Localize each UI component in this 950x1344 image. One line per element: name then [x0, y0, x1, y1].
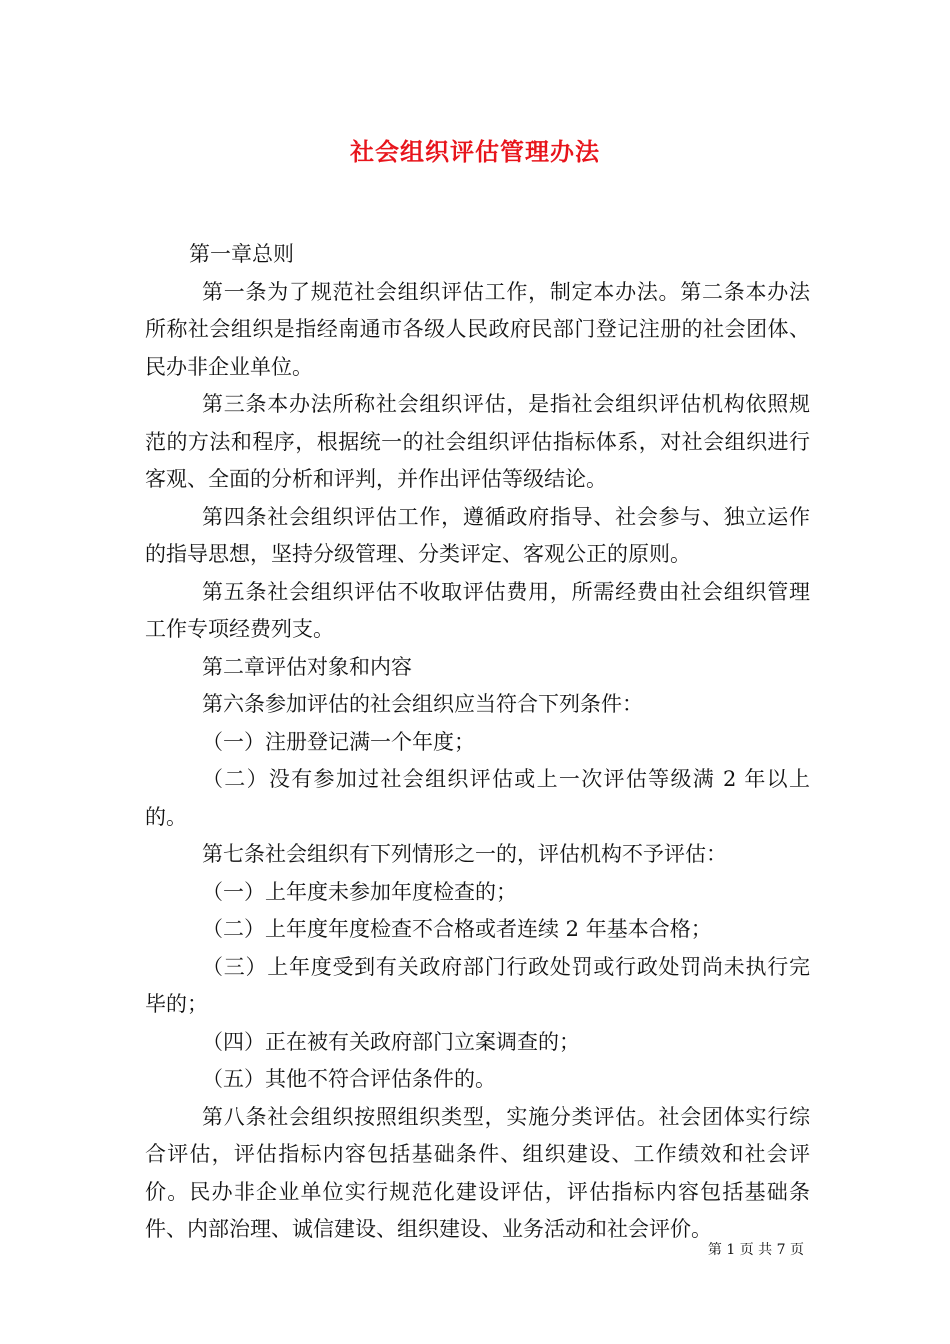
paragraph: 第六条参加评估的社会组织应当符合下列条件： — [202, 692, 643, 716]
chapter-heading: 第一章总则 — [189, 242, 294, 266]
document-body — [145, 236, 810, 1249]
paragraph: 第二章评估对象和内容 — [202, 654, 412, 679]
paragraph: （一）上年度未参加年度检查的； — [202, 879, 517, 904]
paragraph: 第七条社会组织有下列情形之一的，评估机构不予评估： — [202, 842, 727, 866]
paragraph: 第八条社会组织按照组织类型，实施分类评估。社会团体实行综合评估，评估指标内容包括基础条件、组织建设、工作绩效和社会评价。民办非企业单位实行规范化建设评估，评估指标内容包括基础条件、内部治理、诚信建设、组织建设、业务活动和社会评价。 — [145, 1104, 810, 1241]
paragraph: 第四条社会组织评估工作，遵循政府指导、社会参与、独立运作的指导思想，坚持分级管理、分类评定、客观公正的原则。 — [145, 504, 810, 566]
paragraph: 第一条为了规范社会组织评估工作，制定本办法。第二条本办法所称社会组织是指经南通市各级人民政府民部门登记注册的社会团体、民办非企业单位。 — [145, 279, 810, 379]
page-number: 第 1 页 共 7 页 — [707, 1242, 804, 1258]
paragraph: （二）上年度年度检查不合格或者连续 2 年基本合格； — [202, 917, 712, 941]
paragraph: 第五条社会组织评估不收取评估费用，所需经费由社会组织管理工作专项经费列支。 — [145, 579, 810, 641]
paragraph: （三）上年度受到有关政府部门行政处罚或行政处罚尚未执行完毕的； — [145, 954, 810, 1016]
paragraph: （一）注册登记满一个年度； — [202, 729, 475, 754]
paragraph: 第三条本办法所称社会组织评估，是指社会组织评估机构依照规范的方法和程序，根据统一的社会组织评估指标体系，对社会组织进行客观、全面的分析和评判，并作出评估等级结论。 — [145, 392, 810, 491]
paragraph: （四）正在被有关政府部门立案调查的； — [202, 1029, 580, 1054]
document-title: 社会组织评估管理办法 — [350, 137, 600, 166]
paragraph: （五）其他不符合评估条件的。 — [202, 1067, 496, 1091]
paragraph: （二）没有参加过社会组织评估或上一次评估等级满 2 年以上的。 — [145, 767, 810, 829]
